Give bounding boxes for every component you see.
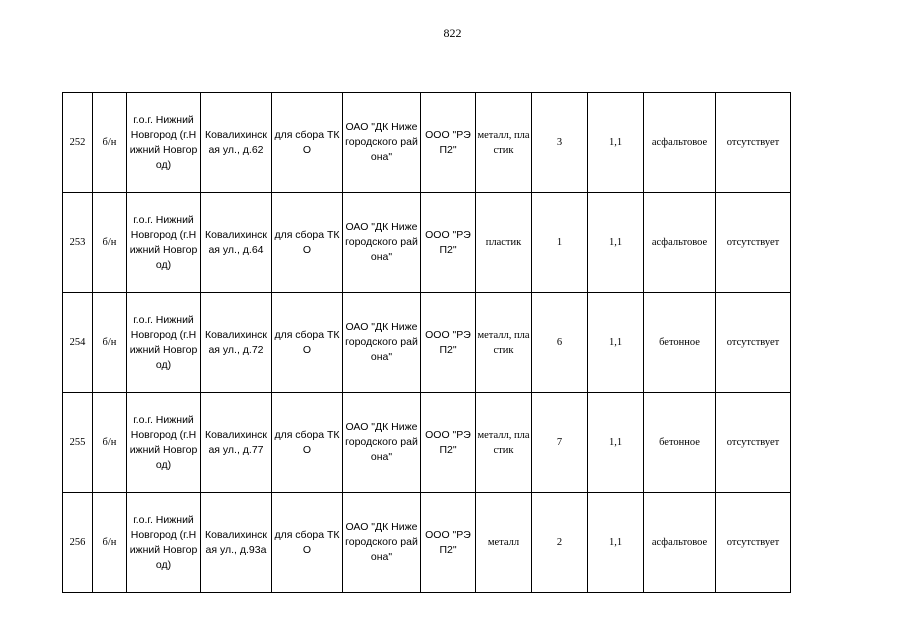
cell-address: Ковалихинская ул., д.64 (201, 193, 272, 293)
cell-locality: г.о.г. Нижний Новгород (г.Нижний Новгород) (127, 393, 201, 493)
registry-table-body (63, 93, 791, 593)
cell-volume: 1,1 (588, 293, 644, 393)
page-number: 822 (443, 26, 462, 40)
cell-number: 256 (63, 493, 93, 593)
cell-purpose: для сбора ТКО (272, 293, 343, 393)
cell-purpose: для сбора ТКО (272, 493, 343, 593)
cell-number: 253 (63, 193, 93, 293)
cell-material: металл, пластик (476, 293, 532, 393)
cell-owner: ОАО "ДК Нижегородского района" (343, 93, 421, 193)
cell-volume: 1,1 (588, 393, 644, 493)
cell-owner: ОАО "ДК Нижегородского района" (343, 193, 421, 293)
cell-number: 252 (63, 93, 93, 193)
cell-fence: отсутствует (716, 293, 791, 393)
cell-material: металл, пластик (476, 393, 532, 493)
cell-volume: 1,1 (588, 493, 644, 593)
cell-address: Ковалихинская ул., д.93а (201, 493, 272, 593)
cell-operator: ООО "РЭП2" (421, 493, 476, 593)
table-row (63, 93, 791, 193)
cell-count: 6 (532, 293, 588, 393)
cell-surface: асфальтовое (644, 493, 716, 593)
cell-address: Ковалихинская ул., д.62 (201, 93, 272, 193)
cell-operator: ООО "РЭП2" (421, 93, 476, 193)
cell-count: 1 (532, 193, 588, 293)
table-row (63, 393, 791, 493)
cell-surface: бетонное (644, 393, 716, 493)
cell-owner: ОАО "ДК Нижегородского района" (343, 393, 421, 493)
cell-owner: ОАО "ДК Нижегородского района" (343, 293, 421, 393)
cell-locality: г.о.г. Нижний Новгород (г.Нижний Новгород) (127, 93, 201, 193)
cell-volume: 1,1 (588, 93, 644, 193)
cell-document: б/н (93, 293, 127, 393)
cell-operator: ООО "РЭП2" (421, 293, 476, 393)
cell-material: металл, пластик (476, 93, 532, 193)
cell-number: 255 (63, 393, 93, 493)
cell-fence: отсутствует (716, 193, 791, 293)
cell-owner: ОАО "ДК Нижегородского района" (343, 493, 421, 593)
cell-volume: 1,1 (588, 193, 644, 293)
cell-address: Ковалихинская ул., д.77 (201, 393, 272, 493)
cell-locality: г.о.г. Нижний Новгород (г.Нижний Новгород) (127, 293, 201, 393)
cell-fence: отсутствует (716, 493, 791, 593)
cell-surface: бетонное (644, 293, 716, 393)
cell-fence: отсутствует (716, 393, 791, 493)
cell-operator: ООО "РЭП2" (421, 393, 476, 493)
table-row (63, 193, 791, 293)
cell-material: пластик (476, 193, 532, 293)
registry-table (62, 92, 791, 593)
cell-number: 254 (63, 293, 93, 393)
cell-count: 3 (532, 93, 588, 193)
cell-operator: ООО "РЭП2" (421, 193, 476, 293)
cell-material: металл (476, 493, 532, 593)
cell-document: б/н (93, 93, 127, 193)
cell-count: 2 (532, 493, 588, 593)
cell-document: б/н (93, 493, 127, 593)
cell-document: б/н (93, 393, 127, 493)
cell-document: б/н (93, 193, 127, 293)
table-row (63, 293, 791, 393)
cell-surface: асфальтовое (644, 93, 716, 193)
cell-locality: г.о.г. Нижний Новгород (г.Нижний Новгород) (127, 493, 201, 593)
cell-count: 7 (532, 393, 588, 493)
cell-locality: г.о.г. Нижний Новгород (г.Нижний Новгород) (127, 193, 201, 293)
cell-purpose: для сбора ТКО (272, 393, 343, 493)
cell-purpose: для сбора ТКО (272, 93, 343, 193)
cell-surface: асфальтовое (644, 193, 716, 293)
cell-fence: отсутствует (716, 93, 791, 193)
cell-purpose: для сбора ТКО (272, 193, 343, 293)
table-row (63, 493, 791, 593)
cell-address: Ковалихинская ул., д.72 (201, 293, 272, 393)
